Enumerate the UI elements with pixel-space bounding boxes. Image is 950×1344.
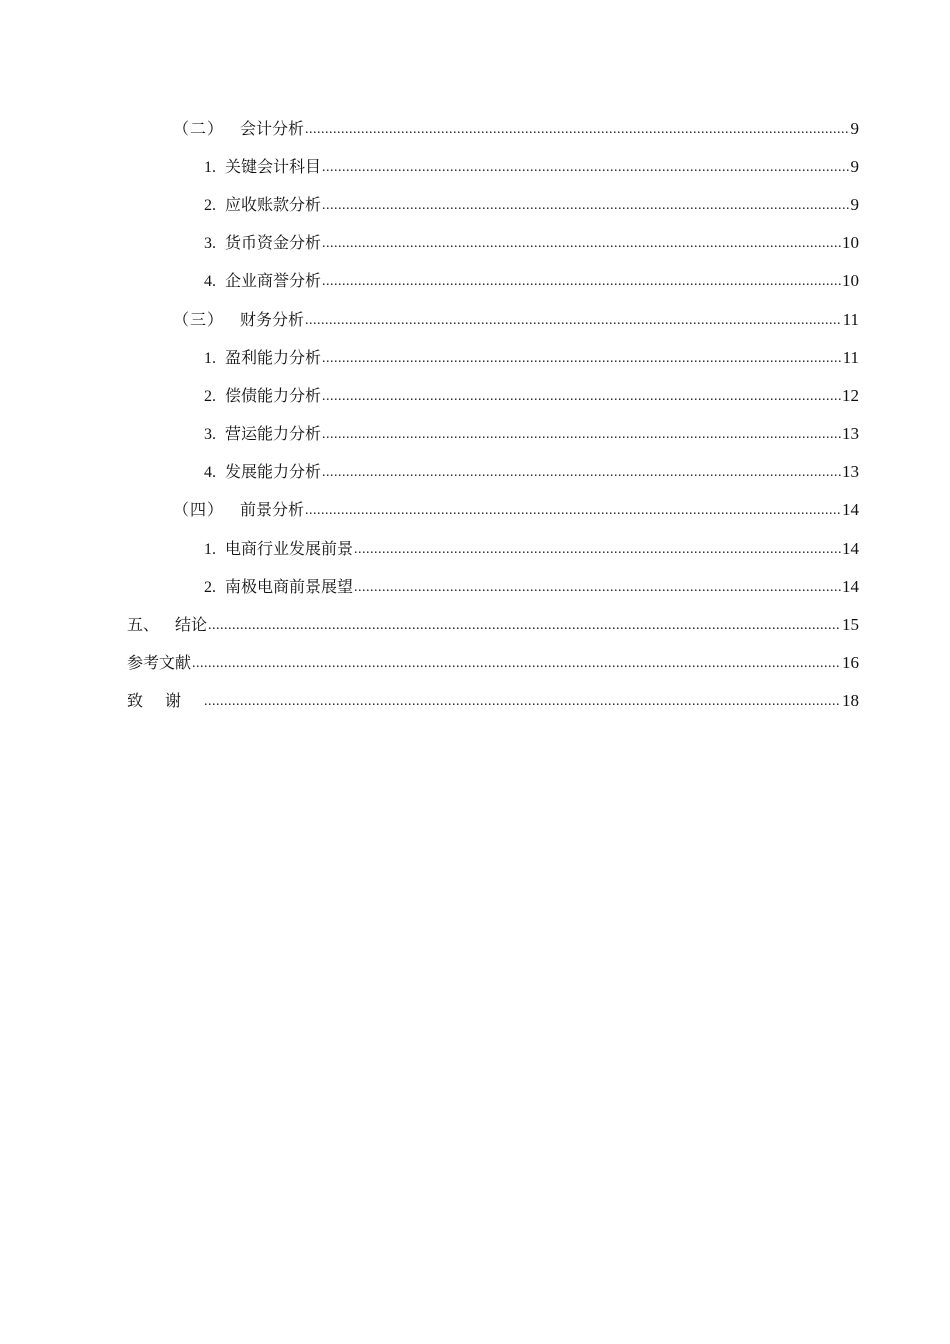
toc-entry-page: 13 — [842, 462, 859, 482]
toc-entry-prospect-analysis[interactable] — [0, 490, 950, 528]
toc-entry-title: 偿债能力分析 — [225, 385, 322, 405]
toc-entry-industry-prospect[interactable] — [0, 528, 950, 566]
toc-entry-page: 14 — [842, 538, 859, 558]
toc-entry-number: 4. — [204, 464, 216, 482]
toc-entry-page: 14 — [842, 576, 859, 596]
dot-leader — [204, 694, 841, 710]
dot-leader — [322, 427, 841, 443]
toc-entry-number: （二） — [173, 118, 225, 138]
toc-entry-page: 15 — [842, 615, 859, 635]
toc-entry-number: （三） — [173, 309, 225, 329]
toc-entry-accounting-analysis[interactable] — [0, 108, 950, 146]
toc-entry-number: 2. — [204, 196, 216, 214]
toc-entry-title: 盈利能力分析 — [225, 347, 322, 367]
toc-entry-page: 9 — [850, 156, 859, 176]
dot-leader — [322, 351, 842, 367]
toc-entry-number: 1. — [204, 349, 216, 367]
toc-entry-receivables[interactable] — [0, 184, 950, 222]
dot-leader — [322, 389, 841, 405]
toc-entry-goodwill[interactable] — [0, 261, 950, 299]
toc-entry-page: 9 — [850, 118, 859, 138]
toc-entry-title: 致谢 — [127, 691, 204, 711]
toc-entry-title: 参考文献 — [127, 653, 192, 673]
toc-entry-growth-capacity[interactable] — [0, 452, 950, 490]
toc-entry-page: 13 — [842, 424, 859, 444]
toc-entry-conclusion[interactable] — [0, 604, 950, 642]
toc-entry-title: 财务分析 — [240, 309, 305, 329]
toc-entry-title: 关键会计科目 — [225, 156, 322, 176]
toc-entry-company-outlook[interactable] — [0, 566, 950, 604]
toc-entry-page: 10 — [842, 271, 859, 291]
dot-leader — [354, 580, 841, 596]
toc-entry-operating-capacity[interactable] — [0, 414, 950, 452]
dot-leader — [305, 122, 849, 138]
dot-leader — [322, 274, 841, 290]
table-of-contents — [0, 108, 950, 719]
toc-entry-number: 1. — [204, 158, 216, 176]
toc-entry-page: 18 — [842, 691, 859, 711]
toc-entry-acknowledgements[interactable] — [0, 681, 950, 719]
toc-entry-title: 发展能力分析 — [225, 462, 322, 482]
toc-entry-page: 9 — [850, 194, 859, 214]
toc-entry-number: （四） — [173, 500, 225, 520]
toc-entry-title: 营运能力分析 — [225, 424, 322, 444]
toc-entry-key-accounts[interactable] — [0, 146, 950, 184]
dot-leader — [322, 236, 841, 252]
toc-entry-page: 12 — [842, 385, 859, 405]
toc-entry-number: 3. — [204, 426, 216, 444]
toc-entry-references[interactable] — [0, 643, 950, 681]
toc-entry-page: 11 — [842, 347, 859, 367]
toc-entry-page: 14 — [842, 500, 859, 520]
toc-entry-page: 16 — [842, 653, 859, 673]
dot-leader — [305, 313, 842, 329]
toc-entry-number: 2. — [204, 387, 216, 405]
toc-entry-title: 货币资金分析 — [225, 233, 322, 253]
toc-entry-page: 10 — [842, 233, 859, 253]
toc-entry-title: 企业商誉分析 — [225, 271, 322, 291]
dot-leader — [305, 503, 841, 519]
toc-entry-title: 南极电商前景展望 — [225, 576, 354, 596]
toc-entry-title: 会计分析 — [240, 118, 305, 138]
toc-entry-title: 结论 — [175, 615, 208, 635]
dot-leader — [208, 618, 841, 634]
toc-entry-solvency[interactable] — [0, 375, 950, 413]
toc-entry-profitability[interactable] — [0, 337, 950, 375]
toc-entry-number: 五、 — [127, 615, 160, 635]
dot-leader — [322, 198, 849, 214]
toc-entry-number: 3. — [204, 235, 216, 253]
toc-entry-monetary-funds[interactable] — [0, 223, 950, 261]
toc-entry-page: 11 — [842, 309, 859, 329]
toc-entry-number: 2. — [204, 578, 216, 596]
dot-leader — [322, 160, 849, 176]
toc-entry-number: 4. — [204, 273, 216, 291]
toc-entry-title: 应收账款分析 — [225, 194, 322, 214]
dot-leader — [322, 465, 841, 481]
dot-leader — [354, 542, 841, 558]
toc-entry-financial-analysis[interactable] — [0, 299, 950, 337]
toc-entry-title: 电商行业发展前景 — [225, 538, 354, 558]
toc-entry-number: 1. — [204, 540, 216, 558]
dot-leader — [192, 656, 841, 672]
toc-entry-title: 前景分析 — [240, 500, 305, 520]
